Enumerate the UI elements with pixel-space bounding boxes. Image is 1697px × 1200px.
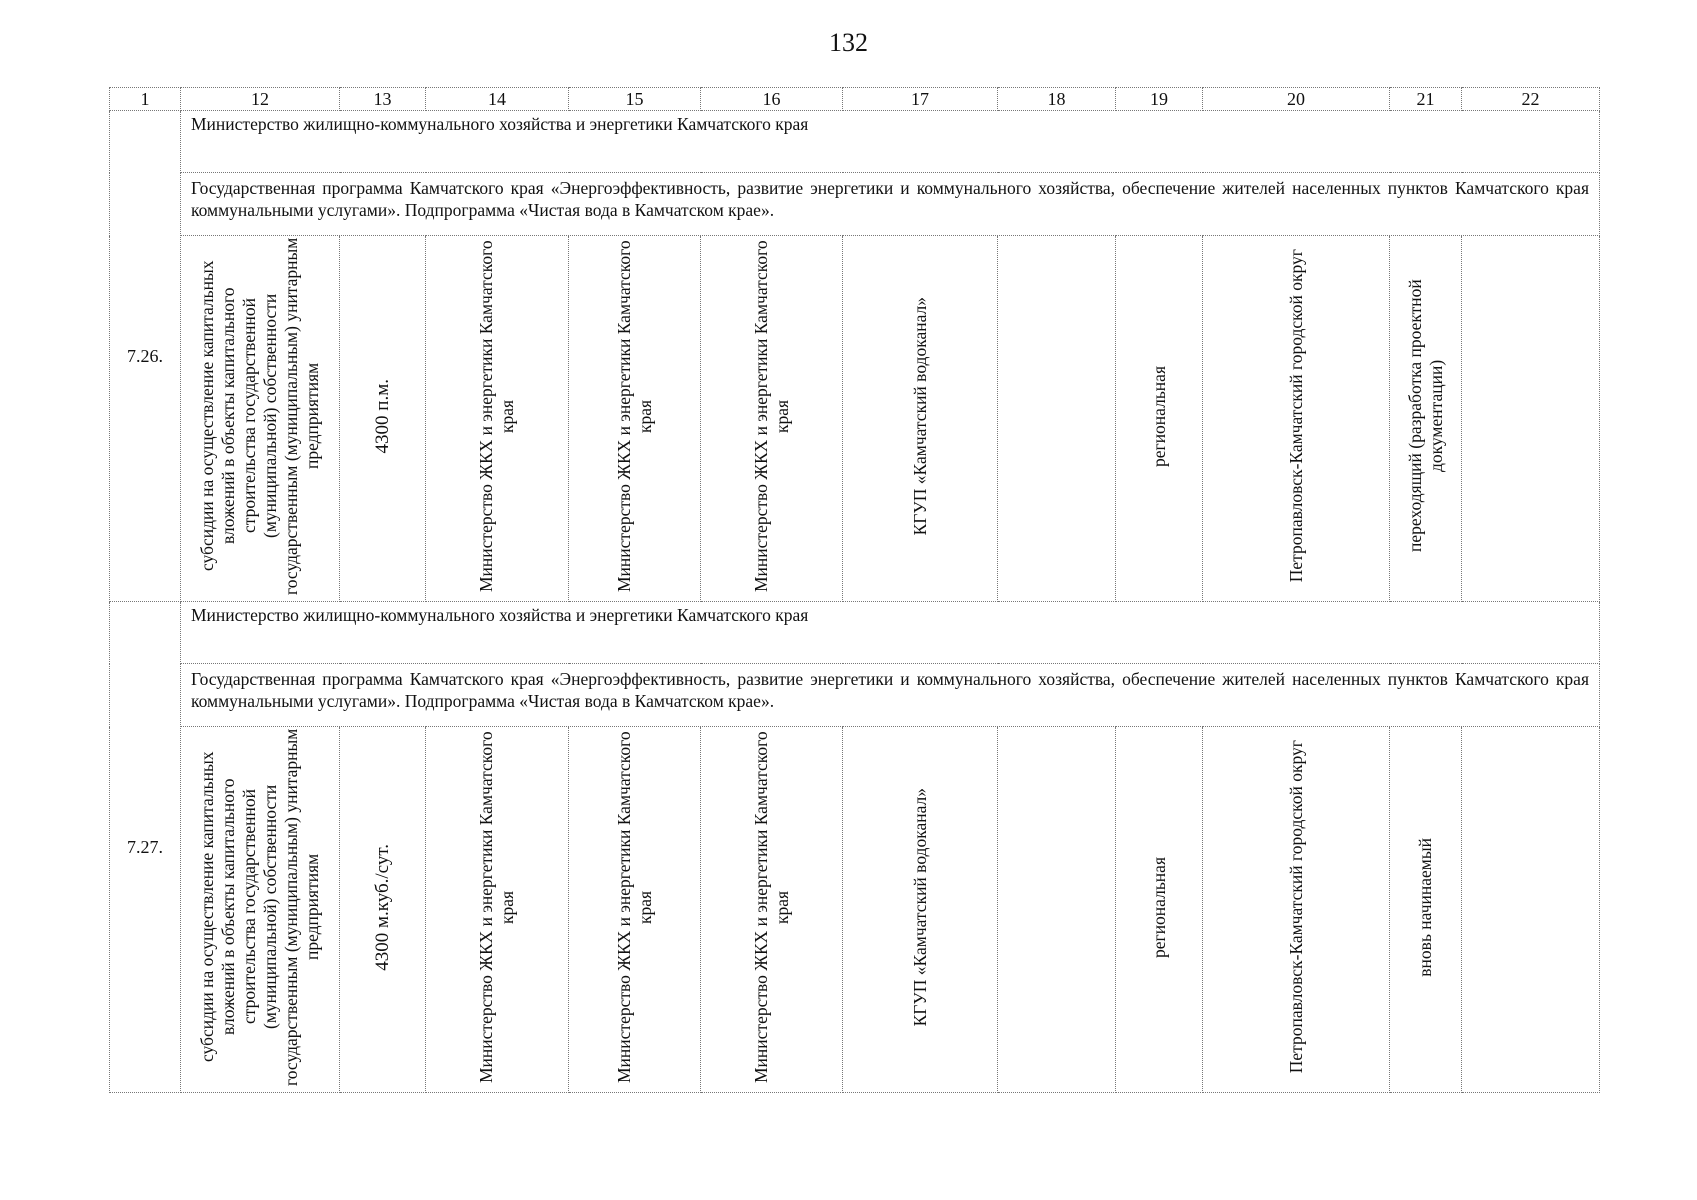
developer-cell	[569, 236, 701, 602]
significance-cell	[1116, 236, 1203, 602]
ministry-name: Министерство жилищно-коммунального хозяйства и энергетики Камчатского края	[181, 111, 1600, 173]
ministry-row	[110, 111, 1600, 173]
responsible-cell	[701, 727, 843, 1093]
col-header: 19	[1116, 88, 1203, 111]
significance: региональная	[1148, 856, 1169, 958]
funding-type-cell	[181, 727, 340, 1093]
capacity: 4300 м.куб./сут.	[372, 843, 393, 971]
funding-type: субсидии на осуществление капитальных вложений в объекты капитального строительства государственной (муниципальной) собственности государственным (муниципальным) унитарным предприятиям	[197, 237, 322, 595]
status: переходящий (разработка проектной документации)	[1404, 279, 1446, 553]
col-header: 15	[569, 88, 701, 111]
location: Петропавловск-Камчатский городской округ	[1285, 740, 1306, 1074]
ministry-row	[110, 602, 1600, 664]
empty-cell	[998, 236, 1116, 602]
col-header: 13	[340, 88, 426, 111]
col-header: 22	[1462, 88, 1600, 111]
status-cell	[1390, 727, 1462, 1093]
col-header: 12	[181, 88, 340, 111]
capacity-cell	[340, 727, 426, 1093]
significance: региональная	[1148, 365, 1169, 467]
developer-cell	[569, 727, 701, 1093]
capacity: 4300 п.м.	[372, 378, 393, 454]
customer: Министерство ЖКХ и энергетики Камчатского края	[476, 240, 517, 592]
program-row	[110, 664, 1600, 727]
customer-cell	[426, 236, 569, 602]
col-header: 21	[1390, 88, 1462, 111]
row-number: 7.26.	[110, 111, 181, 602]
page-number: 132	[829, 28, 868, 57]
program-row	[110, 173, 1600, 236]
operator: КГУП «Камчатский водоканал»	[909, 787, 930, 1027]
program-name: Государственная программа Камчатского края «Энергоэффективность, развитие энергетики и коммунального хозяйства, обеспечение жителей населенных пунктов Камчатского края коммунальными услугами». Подпрограмма «Чистая вода в Камчатском крае».	[181, 664, 1600, 727]
funding-type: субсидии на осуществление капитальных вложений в объекты капитального строительства государственной (муниципальной) собственности государственным (муниципальным) унитарным предприятиям	[197, 728, 322, 1086]
empty-cell	[1462, 236, 1600, 602]
col-header: 14	[426, 88, 569, 111]
responsible: Министерство ЖКХ и энергетики Камчатского края	[750, 731, 792, 1083]
operator: КГУП «Камчатский водоканал»	[909, 296, 930, 536]
col-header: 17	[843, 88, 998, 111]
operator-cell	[843, 727, 998, 1093]
responsible: Министерство ЖКХ и энергетики Камчатского края	[750, 240, 792, 592]
program-name: Государственная программа Камчатского края «Энергоэффективность, развитие энергетики и коммунального хозяйства, обеспечение жителей населенных пунктов Камчатского края коммунальными услугами». Подпрограмма «Чистая вода в Камчатском крае».	[181, 173, 1600, 236]
column-number-row	[110, 88, 1600, 111]
empty-cell	[1462, 727, 1600, 1093]
ministry-name: Министерство жилищно-коммунального хозяйства и энергетики Камчатского края	[181, 602, 1600, 664]
customer: Министерство ЖКХ и энергетики Камчатского края	[476, 731, 517, 1083]
developer: Министерство ЖКХ и энергетики Камчатского края	[613, 731, 655, 1083]
col-header: 20	[1203, 88, 1390, 111]
col-header: 1	[110, 88, 181, 111]
significance-cell	[1116, 727, 1203, 1093]
developer: Министерство ЖКХ и энергетики Камчатского края	[613, 240, 655, 592]
location-cell	[1203, 727, 1390, 1093]
location-cell	[1203, 236, 1390, 602]
projects-table	[109, 87, 1600, 1093]
col-header: 16	[701, 88, 843, 111]
row-number: 7.27.	[110, 602, 181, 1093]
operator-cell	[843, 236, 998, 602]
status: вновь начинаемый	[1415, 837, 1435, 977]
table-row	[110, 727, 1600, 1093]
customer-cell	[426, 727, 569, 1093]
table-row	[110, 236, 1600, 602]
funding-type-cell	[181, 236, 340, 602]
empty-cell	[998, 727, 1116, 1093]
capacity-cell	[340, 236, 426, 602]
location: Петропавловск-Камчатский городской округ	[1285, 249, 1306, 583]
col-header: 18	[998, 88, 1116, 111]
responsible-cell	[701, 236, 843, 602]
status-cell	[1390, 236, 1462, 602]
